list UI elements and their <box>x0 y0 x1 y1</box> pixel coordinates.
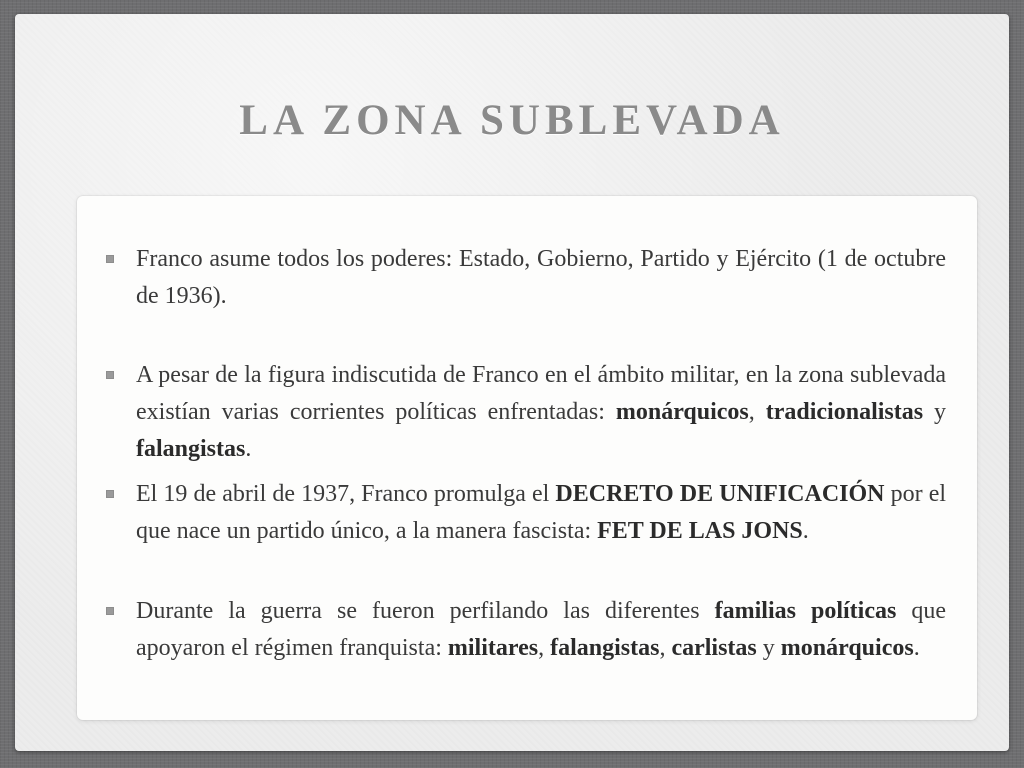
bullet-text <box>136 593 946 667</box>
bold-text-segment: falangistas <box>550 635 660 661</box>
bullet-text <box>136 357 946 468</box>
text-segment: El 19 de abril de 1937, Franco promulga el <box>136 481 556 507</box>
text-segment: A pesar de la figura indiscutida de Franco en el ámbito militar, en la zona sublevada existían varias corrientes políticas enfrentadas: <box>136 362 946 425</box>
bold-text-segment: FET DE LAS JONS <box>597 518 803 544</box>
square-bullet-icon <box>102 241 136 277</box>
text-segment: y <box>756 635 781 661</box>
bold-text-segment: DECRETO DE UNIFICACIÓN <box>555 481 885 507</box>
bold-text-segment: falangistas <box>136 436 246 462</box>
bullet-text <box>136 476 946 550</box>
bold-text-segment: familias políticas <box>714 598 897 624</box>
text-segment: . <box>245 436 252 462</box>
bullet-item <box>102 357 946 468</box>
content-box <box>77 196 977 720</box>
text-segment: Durante la guerra se fueron perfilando las diferentes <box>136 598 715 624</box>
bullet-item <box>102 593 946 667</box>
square-bullet-icon <box>102 593 136 629</box>
square-bullet-icon <box>102 476 136 512</box>
bullet-item <box>102 476 946 550</box>
text-segment: por el que nace un partido único, a la manera fascista: <box>136 481 947 544</box>
bold-text-segment: tradicionalistas <box>765 399 924 425</box>
bold-text-segment: militares <box>447 635 539 661</box>
text-segment: Franco asume todos los poderes: Estado, Gobierno, Partido y Ejército (1 de octubre de 1936). <box>136 246 946 309</box>
bold-text-segment: carlistas <box>671 635 757 661</box>
text-segment: . <box>802 518 809 544</box>
text-segment: y <box>923 399 947 425</box>
text-segment: , <box>538 635 551 661</box>
bold-text-segment: monárquicos <box>615 399 749 425</box>
slide-title: LA ZONA SUBLEVADA <box>239 97 785 144</box>
text-segment: , <box>748 399 766 425</box>
text-segment: , <box>659 635 672 661</box>
bold-text-segment: monárquicos <box>780 635 914 661</box>
text-segment: que apoyaron el régimen franquista: <box>136 598 946 661</box>
text-segment: . <box>913 635 920 661</box>
bullet-item <box>102 241 946 315</box>
bullet-text <box>136 241 946 315</box>
square-bullet-icon <box>102 357 136 393</box>
slide <box>15 14 1009 751</box>
